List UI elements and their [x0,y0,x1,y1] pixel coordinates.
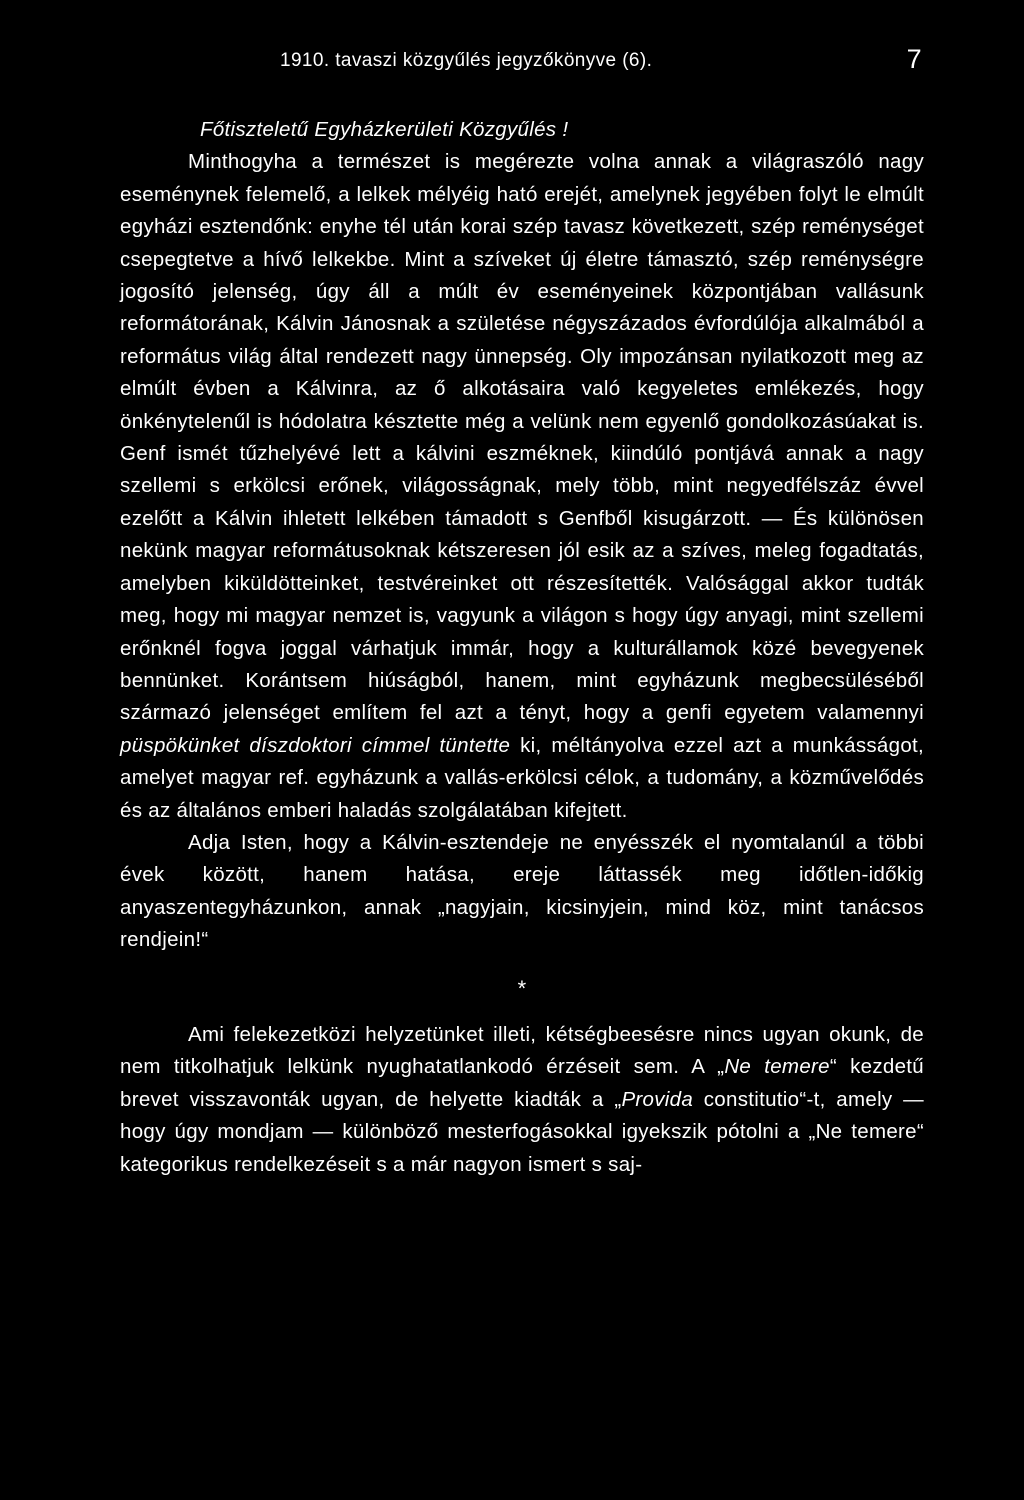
paragraph-1-text-end: ki, méltányolva ezzel azt a munkásságot, amelyet magyar ref. egyházunk a vallás-erkölcsi célok, a tudomány, a közművelődés és az általános emberi haladás szolgálatában kifejtett. [120,733,925,822]
running-header [120,44,922,78]
salutation: Főtiszteletű Egyházkerületi Közgyűlés ! [200,118,569,141]
running-title: 1910. tavaszi közgyűlés jegyzőkönyve (6). [280,50,653,71]
paragraph-3-text: Ami felekezetközi helyzetünket illeti, kétségbeesésre nincs ugyan okunk, de nem titkolhatjuk lelkünk nyughatatlankodó érzéseit sem. A „ [120,1022,924,1079]
paragraph-1-italic: püspökünket díszdoktori címmel tüntette [120,733,511,757]
document-body [120,114,924,1181]
page-number: 7 [906,44,922,74]
paragraph-kalvin-year [120,146,924,827]
paragraph-3-italic-provida: Provida [621,1087,694,1111]
paragraph-3-italic-ne-temere: Ne temere [724,1055,830,1079]
paragraph-3-text-end: constitutio“-t, amely — hogy úgy mondjam — különböző mesterfogásokkal igyekszik pótolni a „Ne temere“ kategorikus rendelkezéseit s a már nagyon ismert s saj- [120,1087,924,1176]
paragraph-1-text: Minthogyha a természet is megérezte volna annak a világraszóló nagy eseménynek felemelő, a lelkek mélyéig ható erejét, amelynek jegyében folyt le elmúlt egyházi esztendőnk: enyhe tél után korai szép tavasz következett, szép reménységet csepegtetve a hívő lelkekbe. Mint a szíveket új életre támasztó, szép reménységre jogosító jelenség, úgy áll a múlt év eseményeinek központjában vallásunk reformátorának, Kálvin Jánosnak a születése négyszázados évfordúlója alkalmából a református világ által rendezett nagy ünnepség. Oly impozánsan nyilatkozott meg az elmúlt évben a Kálvinra, az ő alkotásaira való kegyeletes emlékezés, hogy önkénytelenűl is hódolatra késztette még a velünk nem egyenlő gondolkozásúakat is. Genf ismét tűzhelyévé lett a kálvini eszméknek, kiindúló pontjává annak a nagy szellemi s erkölcsi erőnek, világosságnak, mely több, mint negyedfélszáz évvel ezelőtt a Kálvin ihletett lelkében támadott s Genfből kisugárzott. — És különösen nekünk magyar reformátusoknak kétszeresen jól esik az a szíves, meleg fogadtatás, amelyben kiküldötteinket, testvéreinket ott részesítették. Valósággal akkor tudták meg, hogy mi magyar nemzet is, vagyunk a világon s hogy úgy anyagi, mint szellemi erőnknél fogva joggal várhatjuk immár, hogy a kulturállamok közé bevegyenek bennünket. Korántsem hiúságból, hanem, mint egyházunk megbecsüléséből származó jelenséget említem fel azt a tényt, hogy a genfi egyetem valamennyi [120,150,924,725]
section-separator: * [517,975,527,1001]
paragraph-blessing: Adja Isten, hogy a Kálvin-esztendeje ne enyésszék el nyomtalanúl a többi évek között, hanem hatása, ereje láttassék meg időtlen-időkig anyaszentegyházunkon, annak „nagyjain, kicsinyjein, mind köz, mint tanácsos rendjein!“ [120,830,924,952]
paragraph-interdenominational [120,1019,924,1181]
paragraph-3-text-mid: “ kezdetű brevet visszavonták ugyan, de helyette kiadták a „ [120,1055,924,1111]
